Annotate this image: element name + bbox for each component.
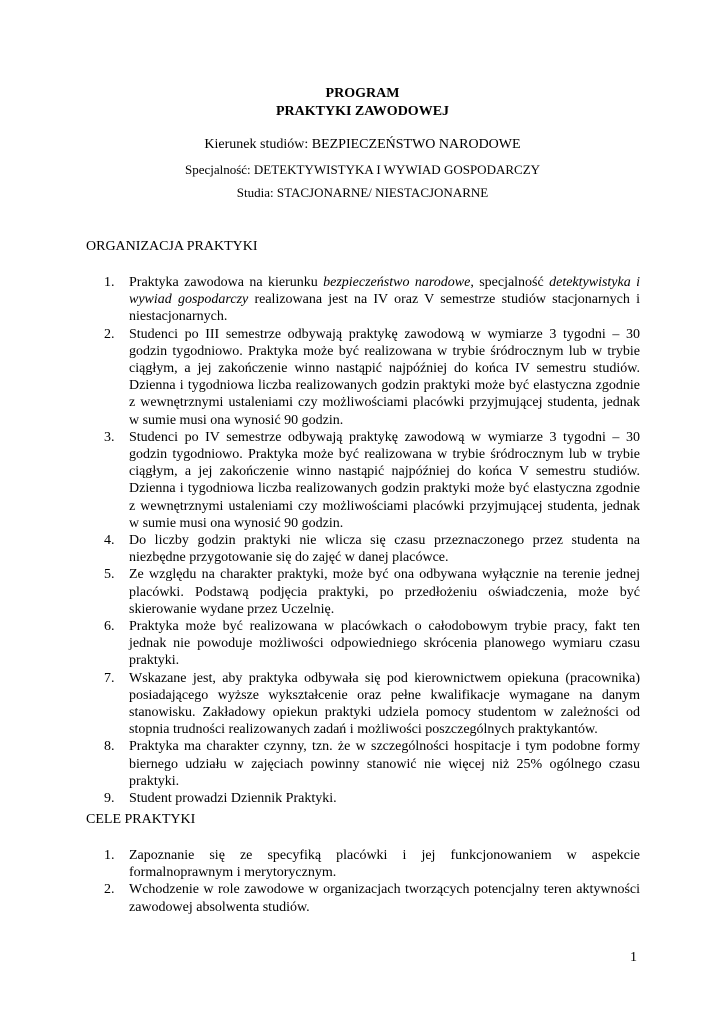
item-text: Studenci po III semestrze odbywają praktykę zawodową w wymiarze 3 tygodni – 30 godzin tygodniowo. Praktyka może być realizowana w trybie śródrocznym lub w trybie ciągłym, a jej zakończenie winno nastąpić najpóźniej do końca IV semestru studiów. Dzienna i tygodniowa liczba realizowanych godzin praktyki może być elastyczna zgodnie z wewnętrznymi ustaleniami czy możliwościami placówki przyjmującej studenta, jednak w sumie musi ona wynosić 90 godzin. [129, 326, 640, 428]
item-number: 3. [104, 429, 115, 445]
document-title-line2: PRAKTYKI ZAWODOWEJ [275, 104, 450, 119]
list-item [104, 274, 640, 326]
item-text: Ze względu na charakter praktyki, może być ona odbywana wyłącznie na terenie jednej placówki. Podstawą podjęcia praktyki, po przedłożeniu oświadczenia, może być skierowanie wydane przez Uczelnię. [129, 567, 640, 617]
list-item [104, 532, 640, 566]
section-heading-goals: CELE PRAKTYKI [86, 812, 196, 827]
list-item [104, 881, 640, 915]
section-heading-organization: ORGANIZACJA PRAKTYKI [86, 239, 258, 254]
list-item [104, 566, 640, 618]
list-item [104, 847, 640, 881]
item-number: 9. [104, 791, 115, 807]
list-item [104, 790, 640, 807]
item-text: Do liczby godzin praktyki nie wlicza się czasu przeznaczonego przez studenta na niezbędne przygotowanie się do zajęć w danej placówce. [129, 533, 640, 566]
item-text: Studenci po IV semestrze odbywają praktykę zawodową w wymiarze 3 tygodni – 30 godzin tygodniowo. Praktyka może być realizowana w trybie śródrocznym lub w trybie ciągłym, a jej zakończenie winno nastąpić najpóźniej do końca V semestru studiów. Dzienna i tygodniowa liczba realizowanych godzin praktyki może być elastyczna zgodnie z wewnętrznymi ustaleniami czy możliwościami placówki przyjmującej studenta, jednak w sumie musi ona wynosić 90 godzin. [129, 429, 640, 531]
list-item [104, 738, 640, 790]
item-text: Student prowadzi Dziennik Praktyki. [129, 791, 337, 807]
item-number: 1. [104, 275, 115, 290]
page-number: 1 [630, 950, 637, 965]
item-text: Wskazane jest, aby praktyka odbywała się pod kierownictwem opiekuna (pracownika) posiadającego wyższe wykształcenie oraz pełne kwalifikacje wymagane na danym stanowisku. Zakładowy opiekun praktyki udziela pomocy studentom w zależności od stopnia trudności realizowanych zadań i możliwości poszczególnych praktykantów. [129, 670, 640, 738]
item-number: 2. [104, 326, 115, 342]
list-item [104, 326, 640, 429]
item-number: 4. [104, 533, 115, 549]
item-text-emphasis: detektywistyka i wywiad gospodarczy [129, 275, 641, 308]
item-number: 2. [104, 882, 115, 898]
study-mode: Studia: STACJONARNE/ NIESTACJONARNE [236, 185, 489, 200]
list-item [104, 670, 640, 739]
item-text: Praktyka może być realizowana w placówkach o całodobowym trybie pracy, fakt ten jednak nie powoduje możliwości odpowiedniego skrócenia planowego wymiaru czasu praktyki. [129, 619, 640, 669]
item-text-part: realizowana jest na IV oraz V semestrze studiów stacjonarnych i niestacjonarnych. [129, 292, 640, 325]
item-number: 8. [104, 739, 115, 755]
item-text: Praktyka ma charakter czynny, tzn. że w szczególności hospitacje i tym podobne formy biernego udziału w zajęciach powinny stanowić nie więcej niż 25% ogólnego czasu praktyki. [129, 739, 640, 789]
field-of-study: Kierunek studiów: BEZPIECZEŃSTWO NARODOWE [204, 137, 521, 152]
item-text-part: , specjalność [470, 275, 550, 290]
item-number: 1. [104, 848, 115, 863]
item-text: Wchodzenie w role zawodowe w organizacjach tworzących potencjalny teren aktywności zawodowej absolwenta studiów. [129, 882, 640, 915]
item-number: 5. [104, 567, 115, 583]
item-text [129, 274, 640, 326]
item-text-emphasis: bezpieczeństwo narodowe [323, 275, 471, 290]
specialization: Specjalność: DETEKTYWISTYKA I WYWIAD GOSPODARCZY [184, 162, 541, 177]
list-item [104, 429, 640, 532]
document-title-line1: PROGRAM [325, 86, 400, 101]
goals-list [104, 847, 640, 916]
item-number: 6. [104, 619, 115, 635]
organization-list [104, 274, 640, 807]
item-text-part: Praktyka zawodowa na kierunku [129, 275, 324, 290]
item-number: 7. [104, 670, 115, 686]
list-item [104, 618, 640, 670]
item-text: Zapoznanie się ze specyfiką placówki i jej funkcjonowaniem w aspekcie formalnoprawnym i merytorycznym. [129, 848, 640, 881]
